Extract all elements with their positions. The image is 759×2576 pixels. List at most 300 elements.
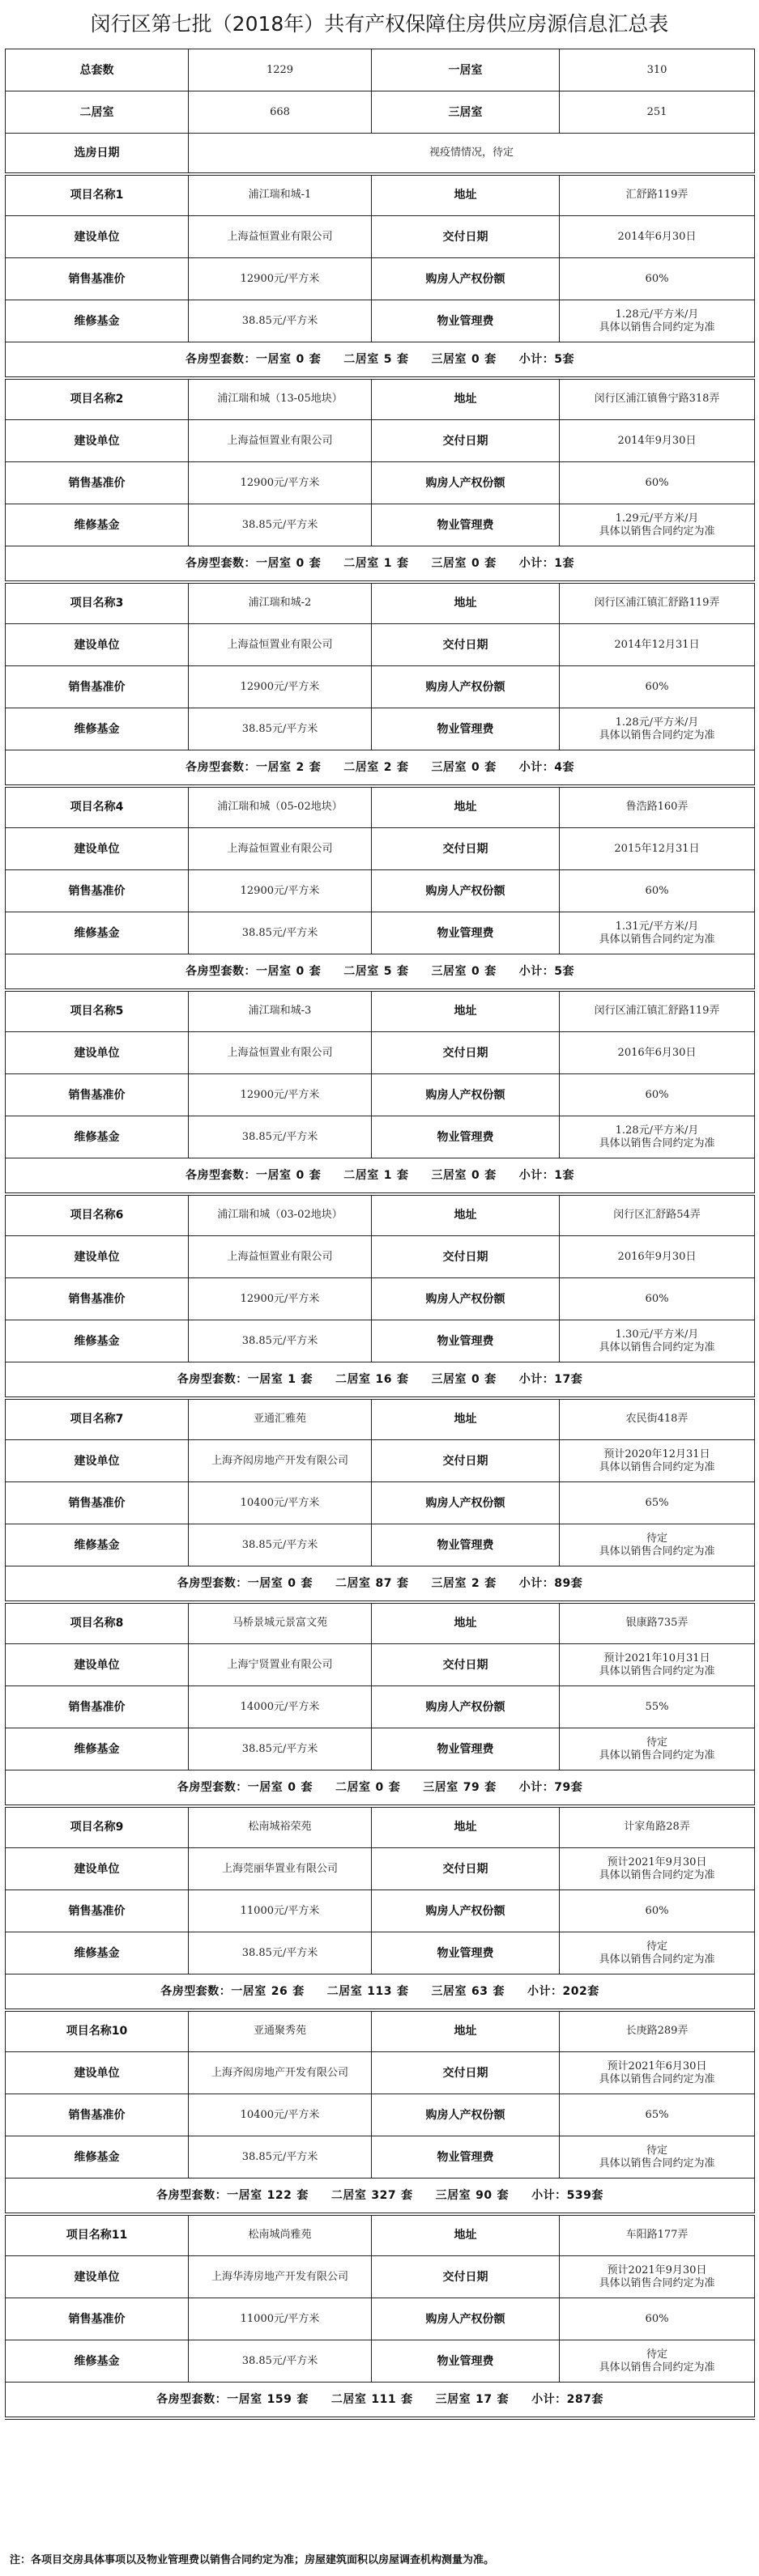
three-bedroom-count: 0 [471, 1168, 480, 1182]
three-bedroom-label: 三居室 [435, 2188, 471, 2202]
three-bedroom-label: 三居室 [431, 964, 467, 978]
two-bedroom-label: 二居室 [335, 1780, 371, 1794]
management-fee-label: 物业管理费 [372, 1728, 560, 1770]
project-name-label: 项目名称7 [6, 1398, 189, 1440]
delivery-label: 交付日期 [372, 2256, 560, 2298]
maintenance-fund-label: 维修基金 [6, 1932, 189, 1975]
delivery-value: 2014年6月30日 [560, 216, 755, 258]
project-7-row [6, 1524, 755, 1566]
project-11-row [6, 2340, 755, 2383]
developer-value: 上海齐闳房地产开发有限公司 [189, 2052, 372, 2094]
management-fee-value: 待定 具体以销售合同约定为准 [560, 1524, 755, 1566]
unit-label: 套 [397, 1984, 409, 1998]
sale-price-value: 10400元/平方米 [189, 2094, 372, 2136]
share-label: 购房人产权份额 [372, 2298, 560, 2340]
project-5-row [6, 1032, 755, 1074]
project-11-row [6, 2298, 755, 2340]
sale-price-label: 销售基准价 [6, 1890, 189, 1932]
unit-label: 套 [484, 964, 497, 978]
unit-label: 套 [301, 1372, 313, 1386]
two-bedroom-label: 二居室 [6, 91, 189, 134]
two-bedroom-label: 二居室 [330, 2188, 367, 2202]
address-value: 计家角路28弄 [560, 1806, 755, 1848]
three-bedroom-label: 三居室 [435, 2392, 471, 2406]
one-bedroom-count: 122 [267, 2188, 292, 2202]
developer-label: 建设单位 [6, 2052, 189, 2094]
three-bedroom-count: 17 [475, 2392, 492, 2406]
two-bedroom-count: 2 [383, 760, 392, 774]
project-name-label: 项目名称11 [6, 2214, 189, 2256]
project-name: 浦江瑞和城-1 [189, 174, 372, 216]
project-5-summary-row [6, 1158, 755, 1194]
maintenance-fund-value: 38.85元/平方米 [189, 1728, 372, 1770]
delivery-label: 交付日期 [372, 216, 560, 258]
one-bedroom-label: 一居室 [256, 1168, 292, 1182]
room-type-summary [6, 1158, 755, 1194]
project-name-label: 项目名称6 [6, 1194, 189, 1236]
summary-prefix: 各房型套数： [177, 1576, 248, 1590]
share-value: 60% [560, 1890, 755, 1932]
unit-label: 套 [484, 352, 497, 366]
subtotal-value: 539套 [566, 2188, 603, 2202]
one-bedroom-count: 0 [288, 1576, 296, 1590]
one-bedroom-label: 一居室 [372, 49, 560, 91]
delivery-value: 2016年6月30日 [560, 1032, 755, 1074]
management-fee-label: 物业管理费 [372, 504, 560, 546]
project-3-summary-row [6, 750, 755, 786]
unit-label: 套 [397, 556, 409, 570]
address-value: 农民街418弄 [560, 1398, 755, 1440]
maintenance-fund-value: 38.85元/平方米 [189, 708, 372, 750]
address-label: 地址 [372, 174, 560, 216]
delivery-value: 2015年12月31日 [560, 828, 755, 870]
one-bedroom-count: 26 [271, 1984, 288, 1998]
unit-label: 套 [296, 2392, 309, 2406]
project-6-summary-row [6, 1362, 755, 1398]
management-fee-label: 物业管理费 [372, 1524, 560, 1566]
project-7-summary-row [6, 1566, 755, 1602]
share-label: 购房人产权份额 [372, 258, 560, 300]
management-fee-value: 1.28元/平方米/月 具体以销售合同约定为准 [560, 708, 755, 750]
maintenance-fund-label: 维修基金 [6, 1524, 189, 1566]
project-9-row [6, 1932, 755, 1975]
subtotal-label: 小计： [518, 352, 555, 366]
three-bedroom-label: 三居室 [431, 760, 467, 774]
two-bedroom-label: 二居室 [335, 1576, 371, 1590]
room-type-summary [6, 1362, 755, 1398]
overview-row-rooms [6, 91, 755, 134]
one-bedroom-count: 0 [296, 1168, 305, 1182]
project-2-row [6, 378, 755, 420]
two-bedroom-label: 二居室 [335, 1372, 371, 1386]
management-fee-label: 物业管理费 [372, 1116, 560, 1158]
developer-label: 建设单位 [6, 420, 189, 462]
project-5-row [6, 1074, 755, 1116]
developer-label: 建设单位 [6, 1032, 189, 1074]
unit-label: 套 [309, 556, 322, 570]
one-bedroom-label: 一居室 [256, 760, 292, 774]
management-fee-value: 1.31元/平方米/月 具体以销售合同约定为准 [560, 912, 755, 954]
two-bedroom-count: 1 [383, 1168, 392, 1182]
developer-label: 建设单位 [6, 624, 189, 666]
subtotal-label: 小计： [527, 1984, 563, 1998]
document-title: 闵行区第七批（2018年）共有产权保障住房供应房源信息汇总表 [90, 12, 669, 36]
sale-price-label: 销售基准价 [6, 462, 189, 504]
subtotal-label: 小计： [531, 2392, 567, 2406]
housing-summary-table [5, 49, 755, 2420]
management-fee-value: 1.28元/平方米/月 具体以销售合同约定为准 [560, 1116, 755, 1158]
subtotal-value: 89套 [554, 1576, 583, 1590]
maintenance-fund-value: 38.85元/平方米 [189, 1524, 372, 1566]
sale-price-label: 销售基准价 [6, 870, 189, 912]
share-label: 购房人产权份额 [372, 1482, 560, 1524]
two-bedroom-count: 111 [371, 2392, 397, 2406]
maintenance-fund-value: 38.85元/平方米 [189, 1116, 372, 1158]
one-bedroom-count: 159 [267, 2392, 292, 2406]
delivery-label: 交付日期 [372, 828, 560, 870]
project-1-row [6, 174, 755, 216]
subtotal-label: 小计： [518, 760, 555, 774]
developer-label: 建设单位 [6, 1236, 189, 1278]
unit-label: 套 [388, 1780, 401, 1794]
summary-prefix: 各房型套数： [177, 1372, 248, 1386]
developer-value: 上海益恒置业有限公司 [189, 1032, 372, 1074]
management-fee-value: 1.30元/平方米/月 具体以销售合同约定为准 [560, 1320, 755, 1362]
delivery-value: 预计2021年9月30日 具体以销售合同约定为准 [560, 1848, 755, 1890]
unit-label: 套 [397, 1576, 409, 1590]
two-bedroom-label: 二居室 [326, 1984, 363, 1998]
maintenance-fund-label: 维修基金 [6, 912, 189, 954]
project-2-row [6, 504, 755, 546]
sale-price-label: 销售基准价 [6, 258, 189, 300]
sale-price-value: 12900元/平方米 [189, 666, 372, 708]
developer-value: 上海益恒置业有限公司 [189, 624, 372, 666]
project-name: 浦江瑞和城（03-02地块） [189, 1194, 372, 1236]
subtotal-value: 202套 [562, 1984, 599, 1998]
maintenance-fund-value: 38.85元/平方米 [189, 2340, 372, 2383]
room-type-summary [6, 342, 755, 378]
subtotal-value: 5套 [554, 352, 574, 366]
subtotal-label: 小计： [518, 1168, 555, 1182]
overview-row-selection-date [6, 134, 755, 174]
address-value: 闵行区汇舒路54弄 [560, 1194, 755, 1236]
developer-value: 上海益恒置业有限公司 [189, 828, 372, 870]
address-label: 地址 [372, 2214, 560, 2256]
three-bedroom-count: 0 [471, 964, 480, 978]
unit-label: 套 [484, 1168, 497, 1182]
project-name-label: 项目名称4 [6, 786, 189, 828]
project-4-row [6, 786, 755, 828]
delivery-label: 交付日期 [372, 1848, 560, 1890]
share-value: 65% [560, 2094, 755, 2136]
unit-label: 套 [484, 1576, 497, 1590]
delivery-label: 交付日期 [372, 624, 560, 666]
maintenance-fund-label: 维修基金 [6, 504, 189, 546]
sale-price-value: 12900元/平方米 [189, 870, 372, 912]
share-value: 55% [560, 1686, 755, 1728]
address-value: 闵行区浦江镇汇舒路119弄 [560, 990, 755, 1032]
project-8-row [6, 1728, 755, 1770]
subtotal-value: 5套 [554, 964, 574, 978]
subtotal-value: 1套 [554, 1168, 574, 1182]
maintenance-fund-value: 38.85元/平方米 [189, 912, 372, 954]
management-fee-label: 物业管理费 [372, 300, 560, 342]
share-label: 购房人产权份额 [372, 1278, 560, 1320]
project-11-summary-row [6, 2383, 755, 2418]
three-bedroom-count: 79 [463, 1780, 480, 1794]
unit-label: 套 [397, 352, 409, 366]
delivery-value: 2014年12月31日 [560, 624, 755, 666]
developer-value: 上海华涛房地产开发有限公司 [189, 2256, 372, 2298]
unit-label: 套 [401, 2392, 413, 2406]
summary-prefix: 各房型套数： [185, 964, 256, 978]
project-7-row [6, 1398, 755, 1440]
two-bedroom-label: 二居室 [343, 556, 379, 570]
one-bedroom-label: 一居室 [247, 1576, 284, 1590]
delivery-label: 交付日期 [372, 1236, 560, 1278]
project-1-summary-row [6, 342, 755, 378]
delivery-label: 交付日期 [372, 1032, 560, 1074]
project-name-label: 项目名称9 [6, 1806, 189, 1848]
project-9-row [6, 1848, 755, 1890]
three-bedroom-label: 三居室 [431, 352, 467, 366]
one-bedroom-count: 1 [288, 1372, 296, 1386]
three-bedroom-label: 三居室 [431, 1168, 467, 1182]
three-bedroom-count: 0 [471, 556, 480, 570]
project-5-row [6, 1116, 755, 1158]
project-1-row [6, 216, 755, 258]
subtotal-label: 小计： [518, 556, 555, 570]
room-type-summary [6, 1975, 755, 2010]
project-4-row [6, 912, 755, 954]
project-8-row [6, 1644, 755, 1686]
management-fee-value: 待定 具体以销售合同约定为准 [560, 2340, 755, 2383]
project-7-row [6, 1440, 755, 1482]
two-bedroom-label: 二居室 [343, 964, 379, 978]
developer-value: 上海齐闳房地产开发有限公司 [189, 1440, 372, 1482]
maintenance-fund-label: 维修基金 [6, 1320, 189, 1362]
two-bedroom-count: 113 [367, 1984, 392, 1998]
management-fee-label: 物业管理费 [372, 1320, 560, 1362]
three-bedroom-label: 三居室 [423, 1780, 458, 1794]
share-value: 60% [560, 462, 755, 504]
summary-prefix: 各房型套数： [185, 556, 256, 570]
room-type-summary [6, 1566, 755, 1602]
project-6-row [6, 1278, 755, 1320]
management-fee-value: 1.28元/平方米/月 具体以销售合同约定为准 [560, 300, 755, 342]
delivery-label: 交付日期 [372, 1440, 560, 1482]
summary-prefix: 各房型套数： [185, 1168, 256, 1182]
two-bedroom-value: 668 [189, 91, 372, 134]
one-bedroom-label: 一居室 [256, 964, 292, 978]
address-value: 鲁浩路160弄 [560, 786, 755, 828]
three-bedroom-count: 63 [471, 1984, 488, 1998]
subtotal-label: 小计： [518, 1576, 555, 1590]
overview-row-total [6, 49, 755, 91]
project-11-row [6, 2214, 755, 2256]
room-type-summary [6, 954, 755, 990]
address-label: 地址 [372, 1602, 560, 1644]
summary-prefix: 各房型套数： [156, 2188, 228, 2202]
project-10-row [6, 2010, 755, 2052]
project-name: 松南城尚雅苑 [189, 2214, 372, 2256]
project-2-summary-row [6, 546, 755, 582]
project-1-row [6, 300, 755, 342]
share-label: 购房人产权份额 [372, 462, 560, 504]
developer-label: 建设单位 [6, 216, 189, 258]
project-name-label: 项目名称2 [6, 378, 189, 420]
project-8-row [6, 1686, 755, 1728]
unit-label: 套 [497, 2392, 510, 2406]
three-bedroom-label: 三居室 [431, 1372, 467, 1386]
project-9-row [6, 1806, 755, 1848]
share-label: 购房人产权份额 [372, 1074, 560, 1116]
share-label: 购房人产权份额 [372, 870, 560, 912]
project-name: 浦江瑞和城（05-02地块） [189, 786, 372, 828]
project-4-summary-row [6, 954, 755, 990]
management-fee-value: 待定 具体以销售合同约定为准 [560, 2136, 755, 2179]
project-8-row [6, 1602, 755, 1644]
one-bedroom-count: 0 [296, 352, 305, 366]
unit-label: 套 [397, 1168, 409, 1182]
room-type-summary [6, 2383, 755, 2418]
maintenance-fund-value: 38.85元/平方米 [189, 300, 372, 342]
share-value: 60% [560, 870, 755, 912]
three-bedroom-label: 三居室 [431, 1576, 467, 1590]
unit-label: 套 [484, 1372, 497, 1386]
delivery-label: 交付日期 [372, 420, 560, 462]
unit-label: 套 [397, 760, 409, 774]
subtotal-value: 4套 [554, 760, 574, 774]
maintenance-fund-label: 维修基金 [6, 2340, 189, 2383]
room-type-summary [6, 2179, 755, 2214]
unit-label: 套 [497, 2188, 510, 2202]
project-10-row [6, 2094, 755, 2136]
two-bedroom-count: 327 [371, 2188, 397, 2202]
share-label: 购房人产权份额 [372, 666, 560, 708]
sale-price-label: 销售基准价 [6, 1278, 189, 1320]
address-label: 地址 [372, 582, 560, 624]
summary-prefix: 各房型套数： [185, 352, 256, 366]
share-value: 60% [560, 666, 755, 708]
three-bedroom-count: 2 [471, 1576, 480, 1590]
unit-label: 套 [401, 2188, 413, 2202]
share-label: 购房人产权份额 [372, 1890, 560, 1932]
project-2-row [6, 462, 755, 504]
address-label: 地址 [372, 1194, 560, 1236]
unit-label: 套 [296, 2188, 309, 2202]
one-bedroom-label: 一居室 [227, 2188, 262, 2202]
delivery-value: 预计2021年10月31日 具体以销售合同约定为准 [560, 1644, 755, 1686]
two-bedroom-label: 二居室 [343, 1168, 379, 1182]
unit-label: 套 [309, 760, 322, 774]
project-name-label: 项目名称1 [6, 174, 189, 216]
subtotal-label: 小计： [518, 964, 555, 978]
room-type-summary [6, 546, 755, 582]
management-fee-label: 物业管理费 [372, 1932, 560, 1975]
summary-prefix: 各房型套数： [156, 2392, 228, 2406]
maintenance-fund-label: 维修基金 [6, 1728, 189, 1770]
share-value: 60% [560, 258, 755, 300]
one-bedroom-count: 2 [296, 760, 305, 774]
three-bedroom-count: 0 [471, 1372, 480, 1386]
maintenance-fund-value: 38.85元/平方米 [189, 2136, 372, 2179]
management-fee-value: 1.29元/平方米/月 具体以销售合同约定为准 [560, 504, 755, 546]
developer-value: 上海益恒置业有限公司 [189, 1236, 372, 1278]
one-bedroom-label: 一居室 [227, 2392, 262, 2406]
project-9-row [6, 1890, 755, 1932]
project-name: 浦江瑞和城（13-05地块） [189, 378, 372, 420]
subtotal-value: 1套 [554, 556, 574, 570]
project-3-row [6, 624, 755, 666]
address-value: 银康路735弄 [560, 1602, 755, 1644]
project-6-row [6, 1320, 755, 1362]
project-4-row [6, 828, 755, 870]
sale-price-value: 11000元/平方米 [189, 2298, 372, 2340]
address-value: 汇舒路119弄 [560, 174, 755, 216]
project-10-row [6, 2136, 755, 2179]
project-name-label: 项目名称10 [6, 2010, 189, 2052]
developer-label: 建设单位 [6, 2256, 189, 2298]
project-3-row [6, 666, 755, 708]
delivery-label: 交付日期 [372, 1644, 560, 1686]
project-name: 马桥景城元景富文苑 [189, 1602, 372, 1644]
developer-label: 建设单位 [6, 1848, 189, 1890]
share-value: 60% [560, 2298, 755, 2340]
two-bedroom-count: 16 [375, 1372, 392, 1386]
footnote: 注：各项目交房具体事项以及物业管理费以销售合同约定为准；房屋建筑面积以房屋调查机构测量为准。 [10, 2554, 495, 2566]
three-bedroom-count: 0 [471, 352, 480, 366]
address-label: 地址 [372, 990, 560, 1032]
address-value: 闵行区浦江镇鲁宁路318弄 [560, 378, 755, 420]
three-bedroom-label: 三居室 [372, 91, 560, 134]
maintenance-fund-label: 维修基金 [6, 1116, 189, 1158]
three-bedroom-label: 三居室 [431, 556, 467, 570]
room-type-summary [6, 1770, 755, 1806]
project-name-label: 项目名称3 [6, 582, 189, 624]
sale-price-value: 12900元/平方米 [189, 258, 372, 300]
subtotal-value: 17套 [554, 1372, 583, 1386]
total-label: 总套数 [6, 49, 189, 91]
project-3-row [6, 582, 755, 624]
project-name: 浦江瑞和城-3 [189, 990, 372, 1032]
selection-date-label: 选房日期 [6, 134, 189, 174]
project-1-row [6, 258, 755, 300]
management-fee-value: 待定 具体以销售合同约定为准 [560, 1728, 755, 1770]
summary-prefix: 各房型套数： [185, 760, 256, 774]
one-bedroom-value: 310 [560, 49, 755, 91]
subtotal-label: 小计： [518, 1780, 555, 1794]
share-label: 购房人产权份额 [372, 1686, 560, 1728]
project-name: 亚通聚秀苑 [189, 2010, 372, 2052]
management-fee-label: 物业管理费 [372, 2136, 560, 2179]
share-value: 65% [560, 1482, 755, 1524]
project-name-label: 项目名称5 [6, 990, 189, 1032]
sale-price-label: 销售基准价 [6, 1074, 189, 1116]
project-2-row [6, 420, 755, 462]
management-fee-label: 物业管理费 [372, 912, 560, 954]
address-label: 地址 [372, 786, 560, 828]
developer-value: 上海宁贤置业有限公司 [189, 1644, 372, 1686]
address-label: 地址 [372, 378, 560, 420]
address-value: 长庚路289弄 [560, 2010, 755, 2052]
share-value: 60% [560, 1074, 755, 1116]
unit-label: 套 [301, 1780, 313, 1794]
two-bedroom-label: 二居室 [330, 2392, 367, 2406]
one-bedroom-count: 0 [288, 1780, 296, 1794]
sale-price-value: 14000元/平方米 [189, 1686, 372, 1728]
project-7-row [6, 1482, 755, 1524]
